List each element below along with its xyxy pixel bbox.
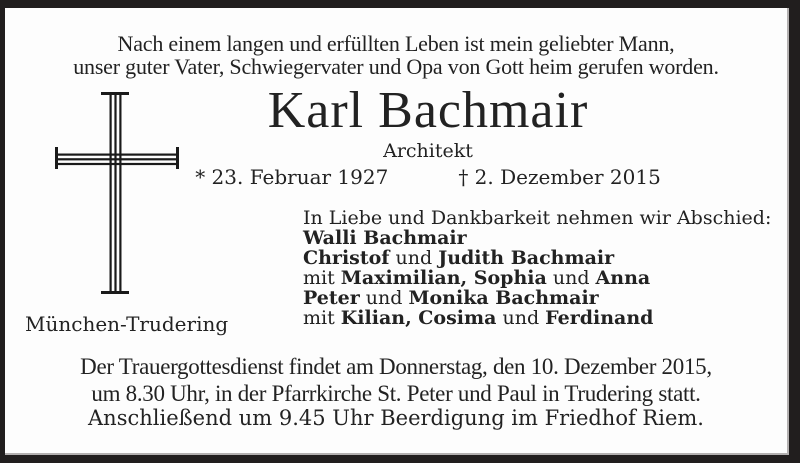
life-dates	[69, 165, 787, 189]
farewell-block	[303, 208, 771, 328]
mourner-line: Peter und Monika Bachmair	[303, 287, 599, 309]
birth-date: * 23. Februar 1927	[195, 165, 389, 189]
location-text: München-Trudering	[25, 312, 229, 336]
deceased-name: Karl Bachmair	[267, 82, 589, 139]
mourner-lines	[303, 228, 771, 328]
deceased-header	[69, 83, 787, 189]
deceased-profession: Architekt	[383, 140, 473, 162]
farewell-heading: In Liebe und Dankbarkeit nehmen wir Abschied:	[303, 207, 772, 229]
service-line-1: Der Trauergottesdienst findet am Donnerstag, den 10. Dezember 2015,	[80, 354, 712, 379]
mourner-line: mit Kilian, Cosima und Ferdinand	[303, 307, 654, 329]
service-announcement	[5, 353, 787, 407]
burial-announcement: Anschließend um 9.45 Uhr Beerdigung im Friedhof Riem.	[88, 406, 704, 430]
mourner-line: Walli Bachmair	[303, 227, 467, 249]
intro-line-2: unser guter Vater, Schwiegervater und Opa von Gott heim gerufen worden.	[73, 54, 719, 79]
death-date: † 2. Dezember 2015	[458, 165, 661, 189]
service-line-2: um 8.30 Uhr, in der Pfarrkirche St. Peter und Paul in Trudering statt.	[91, 381, 701, 406]
mourner-line: mit Maximilian, Sophia und Anna	[303, 267, 651, 289]
intro-text	[5, 32, 787, 78]
intro-line-1: Nach einem langen und erfüllten Leben ist mein geliebter Mann,	[117, 31, 675, 56]
mourner-line: Christof und Judith Bachmair	[303, 247, 615, 269]
obituary-card	[5, 8, 789, 455]
